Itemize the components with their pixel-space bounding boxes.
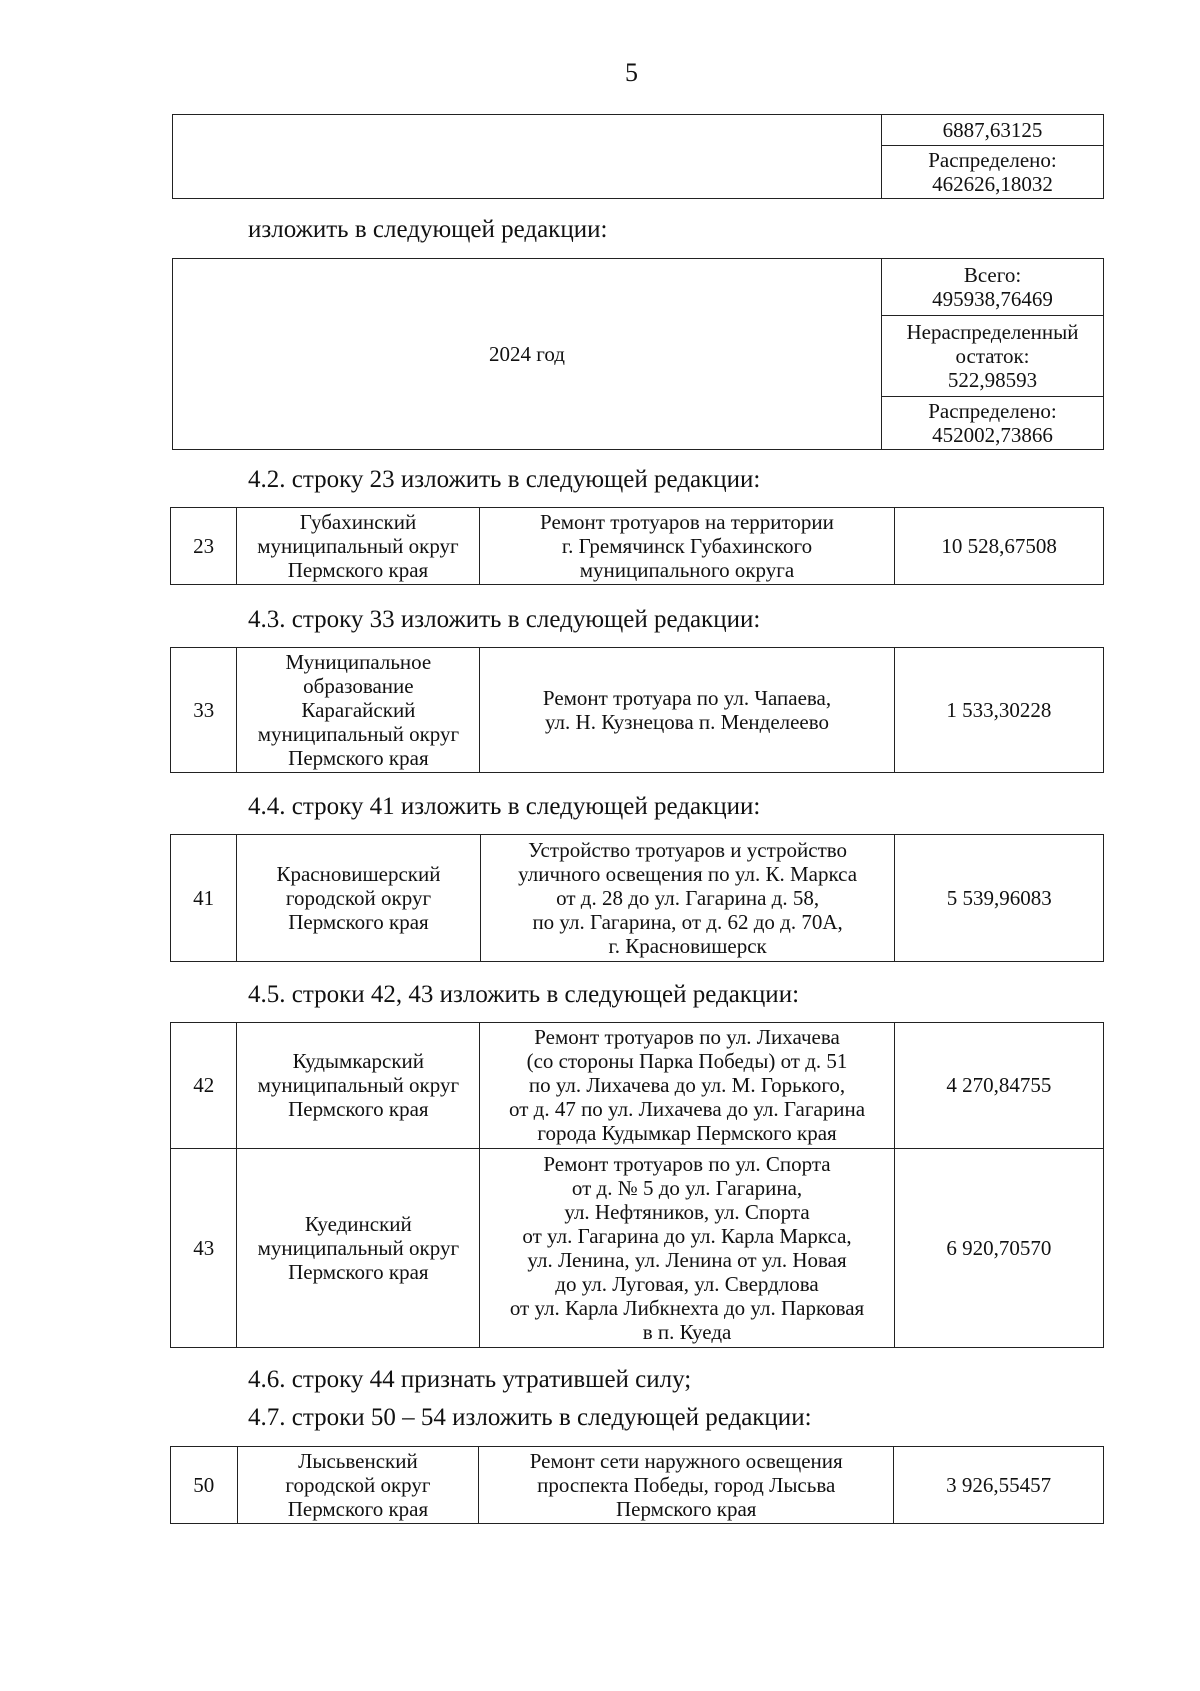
row-amount-line: 1 533,30228 [946,698,1052,722]
row-description [480,1148,895,1347]
row-description-line: ул. Н. Кузнецова п. Менделеево [544,710,830,734]
row-entity [237,508,479,585]
row-description-line: города Кудымкар Пермского края [537,1121,837,1146]
row-amount [894,648,1103,773]
row-amount-line: 4 270,84755 [946,1073,1052,1098]
row-description-line: от ул. Карла Либкнехта до ул. Парковая [509,1295,865,1320]
row-number-line: 23 [193,534,215,558]
prev-table-distributed [882,146,1104,199]
row-entity-line: муниципальный округ [257,534,459,558]
row-entity-line: Куединский [304,1211,412,1236]
row-entity-line: Красновишерский [276,862,441,886]
distributed-value: 462626,18032 [932,172,1053,196]
row-amount [894,1447,1104,1524]
row-description-line: муниципального округа [579,558,795,582]
row-number [171,835,237,962]
total-cell [882,259,1104,316]
row-description-line: Ремонт тротуаров по ул. Спорта [543,1151,831,1176]
table-row [171,1447,1104,1524]
row-number-line: 42 [193,1073,215,1098]
row-description-line: (со стороны Парка Победы) от д. 51 [526,1049,848,1074]
row-entity-line: Карагайский [301,698,416,722]
row-description-line: Ремонт тротуаров на территории [540,510,834,534]
table-row [171,648,1104,773]
row-entity-line: Муниципальное [285,650,432,674]
section-heading: 4.7. строки 50 – 54 изложить в следующей редакции: [248,1404,812,1431]
row-description-line: Ремонт тротуара по ул. Чапаева, [542,686,832,710]
row-description-line: проспекта Победы, город Лысьва [537,1473,836,1497]
row-amount [894,1023,1103,1149]
row-entity-line: Губахинский [299,510,417,534]
row-description [479,1447,894,1524]
year-table [172,258,1104,450]
table-row [171,508,1104,585]
row-description-line: от д. № 5 до ул. Гагарина, [571,1175,803,1200]
row-number [171,648,237,773]
intro-heading: изложить в следующей редакции: [248,216,608,243]
row-number-line: 50 [193,1473,215,1497]
row-entity [237,1148,480,1347]
row-entity-line: Пермского края [288,1097,429,1122]
row-entity [237,1023,480,1149]
row-number [171,508,237,585]
section-heading: 4.4. строку 41 изложить в следующей редакции: [248,793,761,820]
row-entity-line: муниципальный округ [257,1235,460,1260]
row-number [171,1447,238,1524]
row-entity-line: Пермского края [288,910,429,934]
table-row [171,1148,1104,1347]
row-number [171,1148,237,1347]
row-description-line: от д. 28 до ул. Гагарина д. 58, [556,886,820,910]
prev-table-value: 6887,63125 [882,115,1104,146]
section-table [170,1022,1104,1348]
row-amount-line: 3 926,55457 [946,1473,1052,1497]
row-description-line: по ул. Гагарина, от д. 62 до д. 70А, [532,910,843,934]
undistributed-cell [882,316,1104,397]
row-amount-line: 10 528,67508 [941,534,1057,558]
table-row [171,835,1104,962]
total-label: Всего: [963,263,1022,287]
row-description-line: от д. 47 по ул. Лихачева до ул. Гагарина [508,1097,866,1122]
row-entity-line: Пермского края [288,1259,429,1284]
row-entity-line: Пермского края [287,1497,429,1521]
row-entity-line: муниципальный округ [257,722,460,746]
row-entity-line: образование [303,674,414,698]
row-entity-line: городской округ [285,1473,431,1497]
row-description-line: в п. Куеда [642,1319,732,1344]
section-heading: 4.2. строку 23 изложить в следующей редакции: [248,466,761,493]
row-description-line: по ул. Лихачева до ул. М. Горького, [528,1073,846,1098]
row-description-line: Пермского края [616,1497,757,1521]
row-entity [237,648,480,773]
section-heading: 4.5. строки 42, 43 изложить в следующей редакции: [248,981,800,1008]
table-row [171,1023,1104,1149]
row-amount-line: 5 539,96083 [946,886,1052,910]
row-description [480,648,894,773]
year-cell: 2024 год [173,259,882,450]
distributed-value: 452002,73866 [932,423,1053,447]
row-number-line: 41 [193,886,215,910]
row-entity-line: городской округ [285,886,432,910]
row-description [480,835,895,962]
undistributed-label-1: Нераспределенный [906,320,1079,344]
row-amount [895,835,1104,962]
row-amount [894,1148,1103,1347]
row-entity-line: Кудымкарский [292,1049,425,1074]
distributed-cell [882,397,1104,450]
row-description-line: г. Красновишерск [608,934,767,958]
row-description-line: уличного освещения по ул. К. Маркса [518,862,858,886]
page-number: 5 [625,58,638,87]
row-description-line: Устройство тротуаров и устройство [528,838,848,862]
total-value: 495938,76469 [932,287,1053,311]
prev-table [172,114,1104,199]
section-heading: 4.3. строку 33 изложить в следующей редакции: [248,606,761,633]
section-heading: 4.6. строку 44 признать утратившей силу; [248,1366,692,1393]
row-amount [895,508,1104,585]
row-description-line: Ремонт сети наружного освещения [529,1449,843,1473]
row-description-line: от ул. Гагарина до ул. Карла Маркса, [522,1223,852,1248]
row-number [171,1023,237,1149]
row-number-line: 43 [193,1235,215,1260]
row-description-line: ул. Ленина, ул. Ленина от ул. Новая [527,1247,847,1272]
row-description [479,508,895,585]
row-entity [237,835,481,962]
section-table [170,1446,1104,1524]
undistributed-label-2: остаток: [955,344,1030,368]
row-entity-line: Лысьвенский [298,1449,418,1473]
row-description-line: Ремонт тротуаров по ул. Лихачева [534,1025,840,1050]
row-description-line: ул. Нефтяников, ул. Спорта [564,1199,810,1224]
section-table [170,507,1104,585]
distributed-label: Распределено: [928,148,1057,172]
row-entity-line: муниципальный округ [257,1073,460,1098]
section-table [170,647,1104,773]
distributed-label: Распределено: [928,399,1057,423]
row-description-line: до ул. Луговая, ул. Свердлова [555,1271,819,1296]
row-number-line: 33 [193,698,215,722]
row-entity-line: Пермского края [287,558,429,582]
row-entity-line: Пермского края [288,746,429,770]
row-description [480,1023,895,1149]
undistributed-value: 522,98593 [947,368,1038,392]
prev-table-blank [173,115,882,199]
section-table [170,834,1104,962]
row-description-line: г. Гремячинск Губахинского [561,534,813,558]
row-entity [237,1447,479,1524]
row-amount-line: 6 920,70570 [946,1235,1052,1260]
